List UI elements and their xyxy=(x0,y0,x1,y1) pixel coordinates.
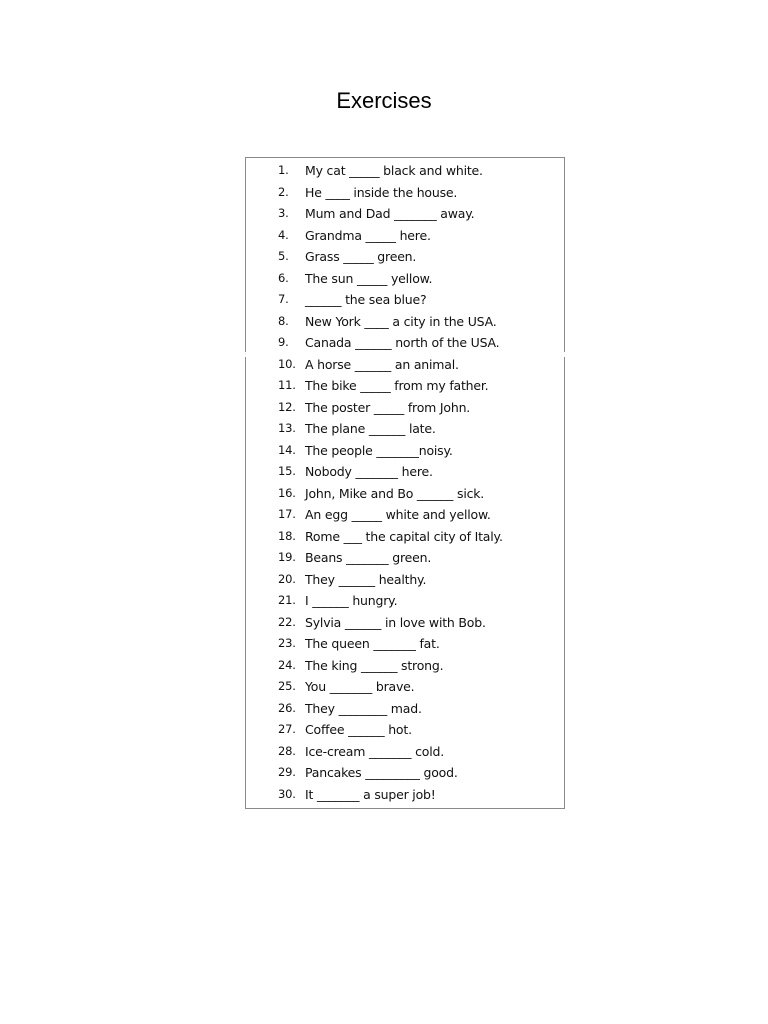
exercise-sentence: ______ the sea blue? xyxy=(305,292,427,307)
exercise-number: 16. xyxy=(278,485,296,500)
exercise-number: 10. xyxy=(278,356,296,371)
exercise-item xyxy=(278,698,563,720)
exercise-number: 5. xyxy=(278,249,289,263)
exercise-number: 13. xyxy=(278,421,296,435)
exercise-item xyxy=(278,203,563,225)
exercise-item xyxy=(278,633,563,655)
exercise-sentence: Grass _____ green. xyxy=(305,249,417,264)
exercise-number: 18. xyxy=(278,528,296,543)
exercise-item xyxy=(278,741,563,763)
exercise-number: 8. xyxy=(278,313,289,328)
exercise-number: 24. xyxy=(278,657,296,672)
exercise-item xyxy=(278,504,563,526)
exercise-item xyxy=(278,225,563,247)
exercise-sentence: Sylvia ______ in love with Bob. xyxy=(305,614,486,630)
exercise-sentence: They ______ healthy. xyxy=(305,571,427,587)
exercise-sentence: The bike _____ from my father. xyxy=(305,378,489,393)
exercise-sentence: Pancakes _________ good. xyxy=(305,765,458,780)
exercise-item xyxy=(278,311,563,333)
exercise-sentence: My cat _____ black and white. xyxy=(305,163,483,178)
exercise-number: 7. xyxy=(278,292,289,306)
exercise-list xyxy=(278,160,563,805)
exercise-number: 25. xyxy=(278,679,296,693)
exercise-item xyxy=(278,354,563,376)
exercise-sentence: Beans _______ green. xyxy=(305,550,432,565)
exercise-sentence: Rome ___ the capital city of Italy. xyxy=(305,528,503,544)
exercise-number: 26. xyxy=(278,700,296,715)
exercise-number: 3. xyxy=(278,206,289,220)
exercise-item xyxy=(278,160,563,182)
exercise-sentence: You _______ brave. xyxy=(305,679,415,694)
exercise-number: 28. xyxy=(278,743,296,758)
exercise-item xyxy=(278,418,563,440)
exercise-number: 4. xyxy=(278,227,289,242)
exercise-sentence: I ______ hungry. xyxy=(305,593,398,608)
exercise-number: 19. xyxy=(278,550,296,564)
exercise-sentence: The people _______noisy. xyxy=(305,442,453,458)
exercise-sentence: Nobody _______ here. xyxy=(305,464,433,479)
exercise-sentence: Coffee ______ hot. xyxy=(305,722,412,737)
exercise-item xyxy=(278,655,563,677)
exercise-item xyxy=(278,461,563,483)
exercise-sentence: John, Mike and Bo ______ sick. xyxy=(305,485,485,501)
exercise-item xyxy=(278,440,563,462)
exercise-sentence: Grandma _____ here. xyxy=(305,227,431,243)
exercise-sentence: The plane ______ late. xyxy=(305,421,436,436)
exercise-item xyxy=(278,483,563,505)
exercise-number: 20. xyxy=(278,571,296,586)
exercise-sentence: Canada ______ north of the USA. xyxy=(305,335,500,350)
exercise-sentence: Ice-cream _______ cold. xyxy=(305,743,445,759)
exercise-sentence: He ____ inside the house. xyxy=(305,184,458,200)
exercise-sentence: The king ______ strong. xyxy=(305,657,444,673)
exercise-item xyxy=(278,612,563,634)
exercise-sentence: A horse ______ an animal. xyxy=(305,356,459,372)
exercise-sentence: It _______ a super job! xyxy=(305,786,436,802)
exercise-number: 12. xyxy=(278,399,296,414)
exercise-item xyxy=(278,397,563,419)
exercise-sentence: The poster _____ from John. xyxy=(305,399,471,415)
exercise-item xyxy=(278,676,563,698)
exercise-sentence: They ________ mad. xyxy=(305,700,422,716)
exercise-item xyxy=(278,526,563,548)
exercise-item xyxy=(278,784,563,806)
exercise-item xyxy=(278,569,563,591)
exercise-number: 27. xyxy=(278,722,296,736)
exercise-item xyxy=(278,590,563,612)
exercise-number: 6. xyxy=(278,270,289,285)
exercise-number: 22. xyxy=(278,614,296,629)
exercise-number: 14. xyxy=(278,442,296,457)
exercise-item xyxy=(278,246,563,268)
exercise-item xyxy=(278,268,563,290)
exercise-item xyxy=(278,762,563,784)
exercise-number: 17. xyxy=(278,507,296,521)
exercise-item xyxy=(278,375,563,397)
exercise-number: 29. xyxy=(278,765,296,779)
exercise-number: 1. xyxy=(278,163,289,177)
page-title: Exercises xyxy=(336,88,432,113)
exercise-item xyxy=(278,182,563,204)
exercise-number: 11. xyxy=(278,378,296,392)
exercise-item xyxy=(278,289,563,311)
exercise-number: 30. xyxy=(278,786,296,801)
exercise-sentence: The queen _______ fat. xyxy=(305,636,440,651)
exercise-number: 21. xyxy=(278,593,296,607)
exercise-number: 15. xyxy=(278,464,296,478)
exercise-sentence: The sun _____ yellow. xyxy=(305,270,433,286)
exercise-number: 23. xyxy=(278,636,296,650)
exercise-number: 2. xyxy=(278,184,289,199)
exercise-sentence: New York ____ a city in the USA. xyxy=(305,313,497,329)
exercise-item xyxy=(278,547,563,569)
exercise-item xyxy=(278,332,563,354)
exercise-sentence: An egg _____ white and yellow. xyxy=(305,507,491,522)
exercise-sentence: Mum and Dad _______ away. xyxy=(305,206,475,221)
exercise-item xyxy=(278,719,563,741)
exercise-number: 9. xyxy=(278,335,289,349)
